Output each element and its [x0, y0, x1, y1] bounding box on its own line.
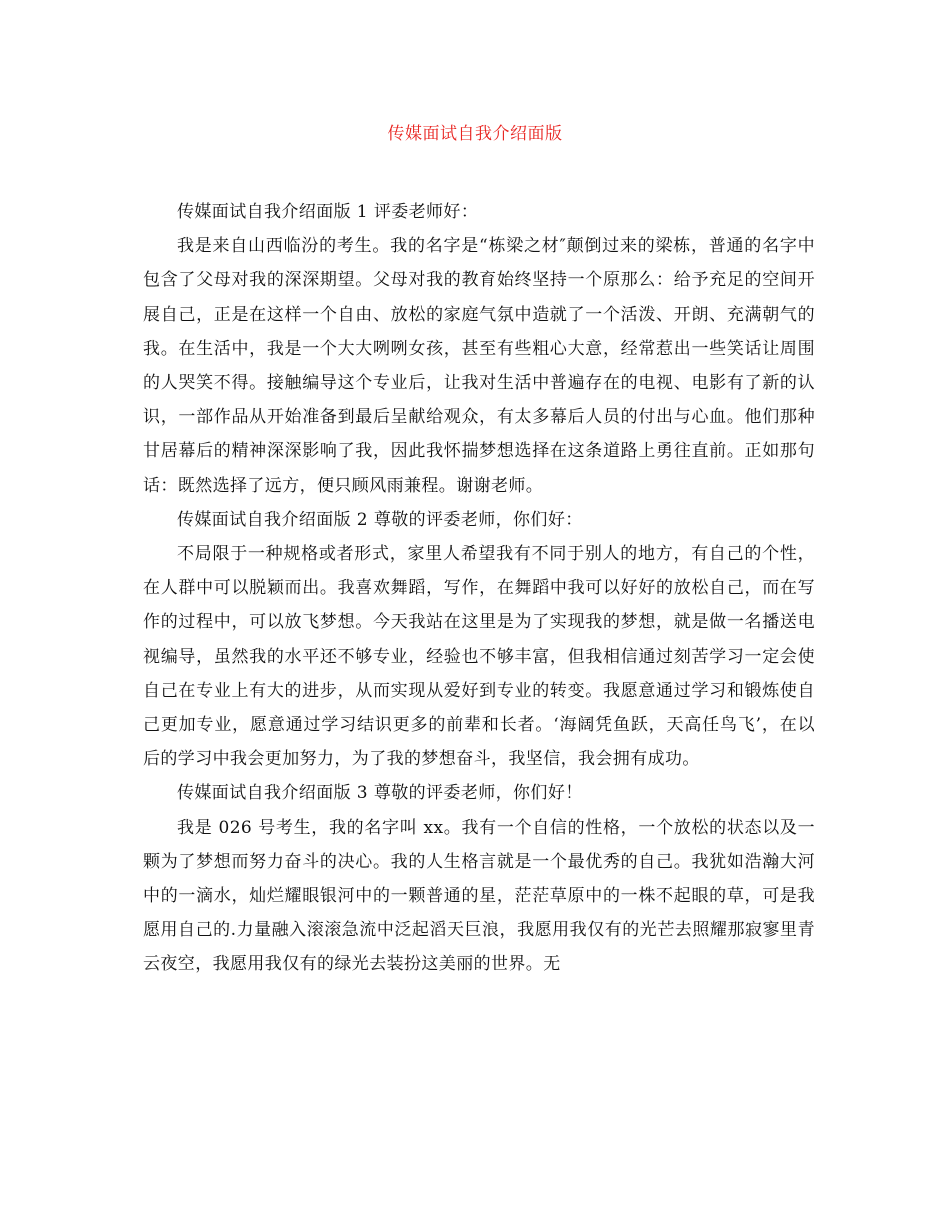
document-title: 传媒面试自我介绍面版: [387, 124, 563, 144]
paragraph-3: 我是 026 号考生，我的名字叫 xx。我有一个自信的性格，一个放松的状态以及一颗为了梦想而努力奋斗的决心。我的人生格言就是一个最优秀的自己。我犹如浩瀚大河中的一滴水，灿烂耀眼银河中的一颗普通的星，茫茫草原中的一株不起眼的草，可是我愿用自己的.力量融入滚滚急流中泛起滔天巨浪，我愿用我仅有的光芒去照耀那寂寥里青云夜空，我愿用我仅有的绿光去装扮这美丽的世界。无: [143, 817, 815, 975]
document-body: [143, 195, 815, 982]
paragraph-2: 不局限于一种规格或者形式，家里人希望我有不同于别人的地方，有自己的个性，在人群中可以脱颖而出。我喜欢舞蹈，写作，在舞蹈中我可以好好的放松自己，而在写作的过程中，可以放飞梦想。今天我站在这里是为了实现我的梦想，就是做一名播送电视编导，虽然我的水平还不够专业，经验也不够丰富，但我相信通过刻苦学习一定会使自己在专业上有大的进步，从而实现从爱好到专业的转变。我愿意通过学习和锻炼使自己更加专业，愿意通过学习结识更多的前辈和长者。‘海阔凭鱼跃，天高任鸟飞’，在以后的学习中我会更加努力，为了我的梦想奋斗，我坚信，我会拥有成功。: [143, 544, 815, 770]
section-heading-2: 传媒面试自我介绍面版 2 尊敬的评委老师，你们好：: [177, 509, 583, 530]
section-heading-1: 传媒面试自我介绍面版 1 评委老师好：: [177, 202, 479, 222]
section-heading-3: 传媒面试自我介绍面版 3 尊敬的评委老师，你们好！: [177, 783, 583, 804]
paragraph-1: 我是来自山西临汾的考生。我的名字是“栋梁之材″颠倒过来的梁栋，普通的名字中包含了父母对我的深深期望。父母对我的教育始终坚持一个原那么：给予充足的空间开展自己，正是在这样一个自由、放松的家庭气氛中造就了一个活泼、开朗、充满朝气的我。在生活中，我是一个大大咧咧女孩，甚至有些粗心大意，经常惹出一些笑话让周围的人哭笑不得。接触编导这个专业后，让我对生活中普遍存在的电视、电影有了新的认识，一部作品从开始准备到最后呈献给观众，有太多幕后人员的付出与心血。他们那种甘居幕后的精神深深影响了我，因此我怀揣梦想选择在这条道路上勇往直前。正如那句话：既然选择了远方，便只顾风雨兼程。谢谢老师。: [143, 236, 815, 496]
